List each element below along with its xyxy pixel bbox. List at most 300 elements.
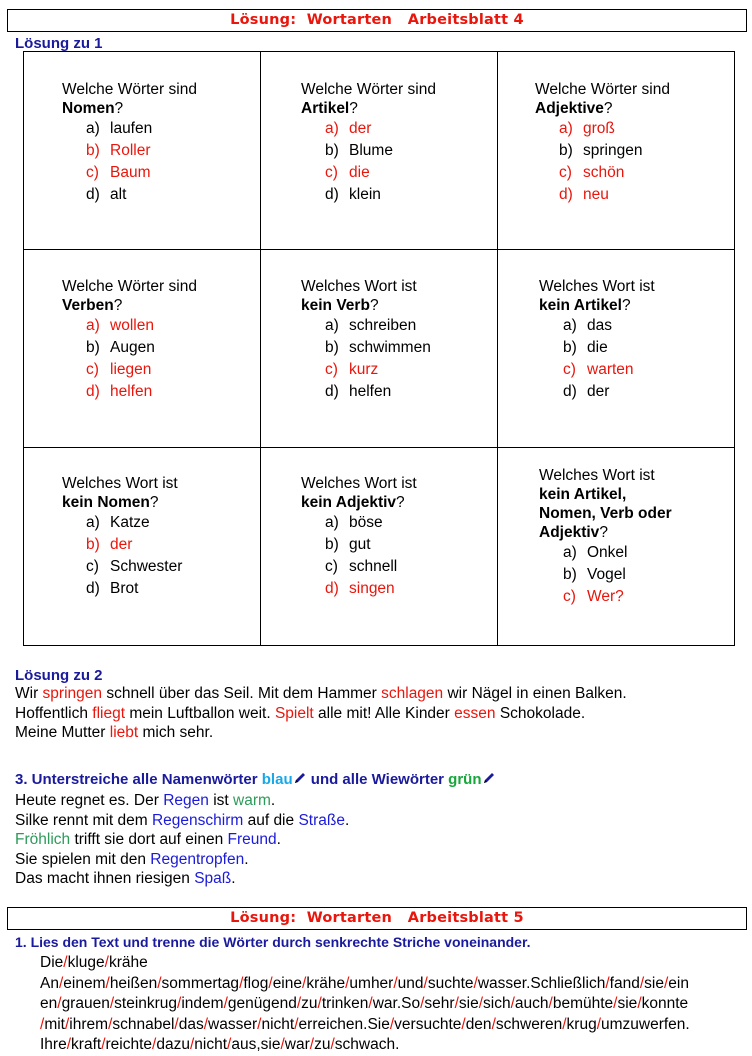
crow-story-text [40,953,746,1056]
separator-slash: / [317,995,322,1012]
task3-heading [15,771,496,788]
highlighted-word: Freund [227,831,277,848]
question-block [539,277,655,403]
story-word: krähe [306,974,346,992]
story-word: grauen [61,995,110,1012]
highlighted-word: Spaß [194,870,232,887]
separator-slash: / [223,995,228,1012]
question-mark: ? [599,524,608,541]
answer-text: Brot [110,580,139,597]
answer-text: Blume [349,142,393,159]
separator-slash: / [109,995,115,1012]
separator-slash: / [461,1015,466,1033]
story-word: konnte [641,995,689,1012]
question-mark: ? [622,297,631,314]
story-word: schwach. [334,1036,400,1053]
highlighted-word: Regenschirm [151,811,244,829]
question-block [62,80,197,206]
text-line [15,869,236,888]
story-word: en [40,995,58,1012]
story-word: sie [617,995,638,1012]
answer-text: Vogel [587,566,626,583]
answer-option [325,512,417,534]
separator-slash: / [491,1015,496,1033]
text-line [15,684,627,703]
separator-slash: / [108,1015,113,1033]
answer-text: warten [587,361,634,378]
question-line [301,296,431,315]
separator-slash: / [296,995,302,1012]
answer-option [563,586,672,608]
question-line [301,493,417,512]
quiz-grid [23,51,735,646]
highlighted-word: Fröhlich [15,831,71,848]
answer-letter: a) [563,544,577,561]
answer-list [325,118,436,206]
story-word: zu [314,1036,331,1053]
text-segment: Das macht ihnen riesigen [15,870,195,887]
answer-option [559,118,670,140]
answer-text: Roller [110,142,151,159]
story-word: steinkrug [114,995,178,1012]
answer-option [325,359,431,381]
separator-slash: / [268,974,273,992]
separator-slash: / [423,974,428,992]
story-word: versuchte [394,1015,462,1033]
story-word: heißen [109,974,158,992]
quiz-cell [24,52,261,250]
answer-text: Onkel [587,544,628,561]
answer-letter: a) [325,317,339,334]
story-word: kluge [67,954,105,971]
story-word: aus,sie [231,1036,281,1053]
story-word: umzuwerfen. [601,1015,690,1033]
question-line: Welches Wort ist [301,278,417,295]
quiz-cell [498,52,735,250]
answer-text: die [349,164,370,181]
answer-option [86,315,197,337]
answer-text: gut [349,536,371,553]
separator-slash: / [203,1015,209,1033]
answer-option [325,162,436,184]
quiz-cell [261,250,498,448]
question-block [301,80,436,206]
answer-text: alt [110,186,127,203]
answer-text: Augen [110,339,155,356]
story-word: mit [44,1015,65,1033]
separator-slash: / [302,974,307,992]
separator-slash: / [101,1036,106,1053]
answer-text: das [587,317,612,334]
answer-option [86,118,197,140]
separator-slash: / [637,995,642,1012]
separator-slash: / [510,995,515,1012]
question-line: Welches Wort ist [62,475,178,492]
answer-text: springen [583,142,643,159]
highlighted-word: warm [233,792,271,809]
answer-option [325,140,436,162]
sheet5-title: Lösung: Wortarten Arbeitsblatt 5 [7,907,747,930]
question-line [539,523,672,542]
separator-slash: / [368,995,373,1012]
text-segment: wir Nägel in einen Balken. [443,685,627,702]
section2-heading: Lösung zu 2 [15,667,103,684]
answer-text: schön [583,164,625,181]
question-line [539,504,672,523]
text-segment: . [231,870,236,887]
answer-option [559,140,670,162]
question-line: Welches Wort ist [539,467,655,484]
text-line [15,811,349,830]
separator-slash: / [389,1015,395,1033]
story-word: suchte [427,974,474,992]
separator-slash: / [613,995,618,1012]
story-word: wasser [208,1015,258,1033]
story-line [40,1035,746,1056]
answer-text: Katze [110,514,150,531]
story-word: und [397,974,424,992]
separator-slash: / [57,995,62,1012]
answer-list [325,512,417,600]
answer-letter: c) [86,558,99,575]
sheet4-title: Lösung: Wortarten Arbeitsblatt 4 [7,9,747,32]
answer-option [325,337,431,359]
question-line [62,493,182,512]
answer-option [563,381,655,403]
separator-slash: / [257,1015,262,1033]
answer-option [563,564,672,586]
answer-text: schnell [349,558,398,575]
answer-letter: c) [325,164,338,181]
story-word: schnabel [112,1015,175,1033]
highlighted-word: fliegt [92,704,126,722]
question-keyword: Adjektiv [539,524,600,541]
question-line [539,296,655,315]
text-segment: Schokolade. [495,704,586,722]
answer-option [325,534,417,556]
answer-list [559,118,670,206]
answer-letter: c) [563,361,576,378]
story-word: ein [668,974,689,992]
answer-letter: b) [86,536,100,553]
question-line: Welche Wörter sind [535,81,670,98]
question-line [535,99,670,118]
story-word: zu [301,995,318,1012]
quiz-cell [498,448,735,646]
answer-text: wollen [110,317,154,334]
story-word: kraft [71,1036,102,1053]
story-line [40,974,746,995]
question-mark: ? [396,494,405,511]
answer-letter: d) [559,186,573,203]
separator-slash: / [40,1015,45,1033]
answer-text: helfen [110,383,153,400]
question-line [539,485,672,504]
answer-text: Schwester [110,558,183,575]
task3-blue-word: blau [261,771,293,788]
quiz-cell [24,250,261,448]
separator-slash: / [393,974,398,992]
separator-slash: / [605,974,610,992]
text-segment: . [270,792,276,809]
story-word: schweren [495,1015,563,1033]
answer-option [563,359,655,381]
separator-slash: / [478,995,484,1012]
story-word: nicht [261,1015,295,1033]
answer-option [86,512,182,534]
answer-letter: c) [563,588,576,605]
text-segment: Hoffentlich [15,704,93,722]
answer-option [86,184,197,206]
text-segment: mich sehr. [138,724,214,741]
answer-option [559,162,670,184]
task3-green-word: grün [448,771,482,788]
separator-slash: / [63,954,68,971]
quiz-cell [24,448,261,646]
story-line [40,953,746,974]
answer-list [86,315,197,403]
story-word: sehr [424,995,455,1012]
text-segment: trifft sie dort auf einen [70,831,228,848]
separator-slash: / [189,1036,195,1053]
story-word: flog [243,974,269,992]
highlighted-word: springen [42,685,103,702]
answer-option [86,556,182,578]
answer-letter: d) [325,580,339,597]
answer-option [86,337,197,359]
question-keyword: Nomen, Verb oder [539,505,672,522]
answer-option [563,542,672,564]
question-block [535,80,670,206]
story-word: genügend [227,995,297,1012]
story-word: ihrem [69,1015,109,1033]
separator-slash: / [280,1036,285,1053]
story-word: indem [181,995,224,1012]
story-word: sich [483,995,511,1012]
answer-letter: b) [86,339,100,356]
answer-option [563,315,655,337]
answer-letter: a) [325,120,339,137]
answer-option [86,359,197,381]
answer-list [86,118,197,206]
question-line: Welche Wörter sind [301,81,436,98]
question-keyword: kein Verb [301,297,370,314]
text-line [15,791,275,810]
separator-slash: / [454,995,459,1012]
story-word: reichte [105,1036,153,1053]
text-segment: . [244,850,249,868]
question-block [62,277,197,403]
story-word: eine [272,974,302,992]
question-line: Welches Wort ist [301,475,417,492]
story-word: erreichen.Sie [298,1015,390,1033]
story-word: Die [40,954,64,971]
answer-letter: d) [563,383,577,400]
question-keyword: Nomen [62,100,115,117]
separator-slash: / [330,1036,335,1053]
question-line: Welches Wort ist [539,278,655,295]
story-word: auch [514,995,549,1012]
answer-text: neu [583,186,609,203]
answer-text: der [349,120,372,137]
text-line [15,830,281,849]
answer-text: singen [349,580,395,597]
highlighted-word: Regentropfen [150,850,245,868]
answer-option [559,184,670,206]
answer-option [86,578,182,600]
story-word: trinken [321,995,369,1012]
story-word: sommertag [161,974,240,992]
question-mark: ? [369,297,379,314]
story-word: fand [609,974,640,992]
answer-text: laufen [110,120,153,137]
story-line [40,1015,746,1036]
answer-list [563,542,672,608]
sheet5-task1-heading: 1. Lies den Text und trenne die Wörter durch senkrechte Striche voneinander. [15,934,531,950]
answer-text: böse [349,514,383,531]
answer-text: groß [583,120,615,137]
answer-letter: d) [86,186,100,203]
pencil-icon [293,771,307,785]
highlighted-word: Regen [163,792,209,809]
task3-text: und alle Wiewörter [306,771,449,788]
answer-text: schwimmen [349,339,431,356]
answer-letter: a) [86,120,100,137]
answer-text: Baum [110,164,151,181]
answer-option [325,556,417,578]
separator-slash: / [345,974,350,992]
question-line [62,296,197,315]
story-word: Ihre [40,1036,67,1053]
highlighted-word: schlagen [381,685,444,702]
answer-letter: c) [86,361,99,378]
story-word: sie [644,974,664,992]
separator-slash: / [663,974,669,992]
text-segment: auf die [243,811,299,829]
separator-slash: / [157,974,162,992]
separator-slash: / [596,1015,601,1033]
question-keyword: Adjektive [535,100,604,117]
question-line: Welche Wörter sind [62,81,197,98]
quiz-cell [498,250,735,448]
separator-slash: / [105,974,110,992]
text-line [15,850,249,869]
answer-text: Wer? [587,588,624,605]
question-line: Welche Wörter sind [62,278,197,295]
answer-option [86,140,197,162]
answer-letter: b) [563,566,577,583]
story-word: nicht [194,1036,228,1053]
answer-letter: d) [86,383,100,400]
answer-option [325,578,417,600]
text-segment: Heute regnet es. Der [15,792,164,809]
answer-option [86,534,182,556]
answer-text: die [587,339,608,356]
story-word: An [40,974,59,992]
answer-option [563,337,655,359]
separator-slash: / [548,995,553,1012]
answer-list [563,315,655,403]
text-segment: alle mit! Alle Kinder [313,704,455,722]
separator-slash: / [294,1015,299,1033]
story-word: dazu [156,1036,190,1053]
answer-letter: a) [325,514,339,531]
separator-slash: / [104,954,109,971]
text-segment: Meine Mutter [15,724,110,741]
separator-slash: / [64,1015,70,1033]
story-word: das [178,1015,204,1033]
answer-letter: b) [325,339,339,356]
answer-text: kurz [349,361,379,378]
answer-option [325,315,431,337]
answer-letter: a) [559,120,573,137]
answer-letter: b) [563,339,577,356]
text-segment: mein Luftballon weit. [125,704,275,722]
separator-slash: / [174,1015,179,1033]
story-word: umher [349,974,394,992]
question-block [62,474,182,600]
text-line [15,704,585,723]
question-keyword: kein Nomen [62,494,150,511]
text-segment: Silke rennt mit dem [15,811,152,829]
answer-list [86,512,182,600]
highlighted-word: Spielt [274,704,314,722]
answer-letter: d) [325,186,339,203]
answer-letter: c) [86,164,99,181]
question-keyword: kein Artikel [539,297,622,314]
question-keyword: Artikel [301,100,350,117]
separator-slash: / [473,974,478,992]
answer-letter: d) [86,580,100,597]
story-word: war [284,1036,310,1053]
text-segment: . [344,811,350,829]
answer-list [325,315,431,403]
answer-text: der [587,383,610,400]
answer-letter: b) [325,142,339,159]
quiz-cell [261,448,498,646]
answer-option [325,381,431,403]
separator-slash: / [639,974,645,992]
answer-text: der [110,536,133,553]
question-block [301,474,417,600]
answer-letter: c) [559,164,572,181]
answer-option [325,118,436,140]
question-mark: ? [603,100,613,117]
story-word: krähe [108,954,148,971]
text-segment: schnell über das Seil. Mit dem Hammer [102,685,382,702]
text-segment: Sie spielen mit den [15,850,151,868]
answer-letter: b) [559,142,573,159]
question-line [301,99,436,118]
answer-text: helfen [349,383,392,400]
separator-slash: / [66,1036,72,1053]
story-word: krug [566,1015,597,1033]
answer-letter: b) [325,536,339,553]
story-word: sie [458,995,479,1012]
answer-letter: d) [325,383,339,400]
question-block [539,466,672,608]
answer-letter: b) [86,142,100,159]
answer-text: liegen [110,361,152,378]
highlighted-word: Straße [298,811,345,829]
question-keyword: Verben [62,297,114,314]
answer-letter: c) [325,558,338,575]
answer-letter: a) [86,317,100,334]
question-mark: ? [349,100,358,117]
question-block [301,277,431,403]
separator-slash: / [309,1036,315,1053]
question-mark: ? [114,100,124,117]
